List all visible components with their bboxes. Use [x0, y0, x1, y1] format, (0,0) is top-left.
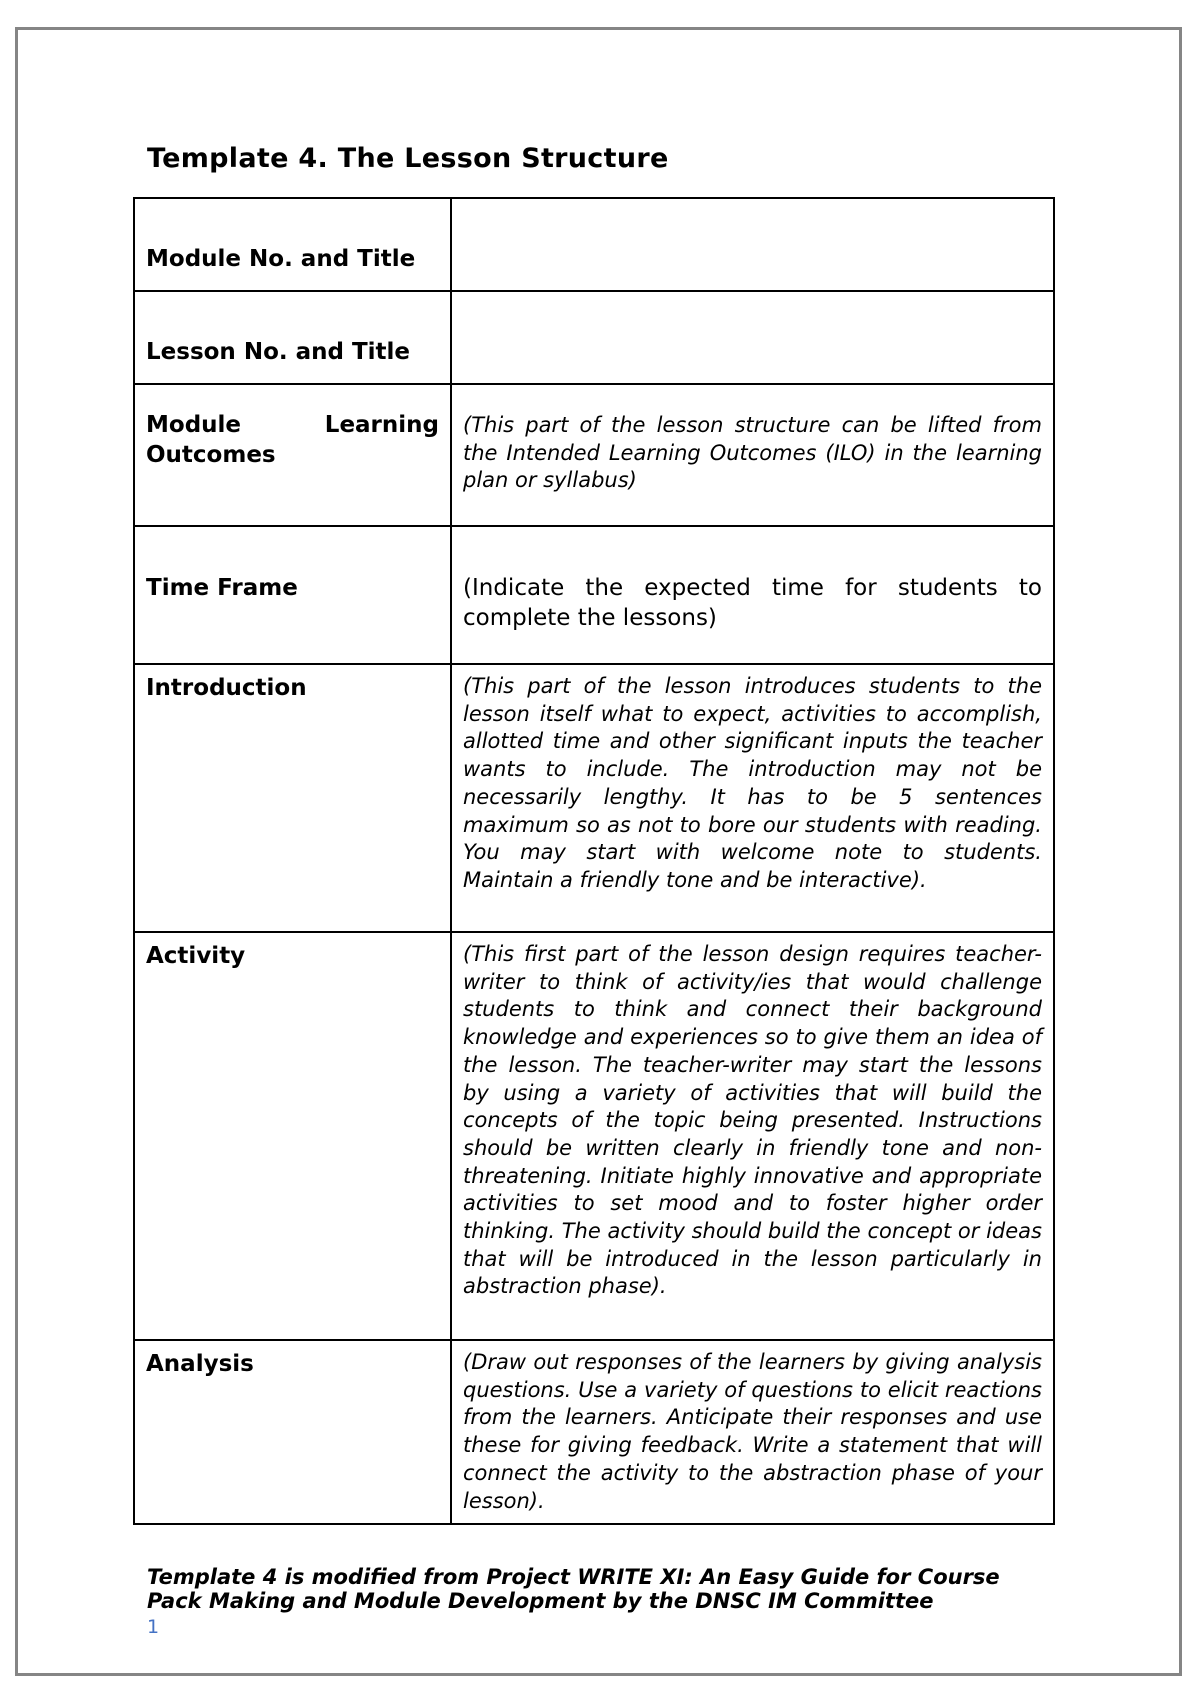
row-label-time-frame: Time Frame	[134, 526, 451, 664]
table-row-module	[134, 198, 1054, 291]
table-row-activity	[134, 932, 1054, 1340]
row-label-activity: Activity	[134, 932, 451, 1340]
table-row-lesson	[134, 291, 1054, 384]
row-content-module	[451, 198, 1054, 291]
row-label-module: Module No. and Title	[134, 198, 451, 291]
table-row-time-frame	[134, 526, 1054, 664]
footer-note: Template 4 is modified from Project WRITE XI: An Easy Guide for Course Pack Making and Module Development by the DNSC IM Committee	[147, 1565, 1000, 1613]
row-label-learning-outcomes: Module Learning Outcomes	[134, 384, 451, 526]
row-content-analysis: (Draw out responses of the learners by giving analysis questions. Use a variety of questions to elicit reactions from the learners. Anticipate their responses and use these for giving feedback. Write a statement that will connect the activity to the abstraction phase of your lesson).	[451, 1340, 1054, 1524]
document-title: Template 4. The Lesson Structure	[147, 143, 669, 174]
lesson-structure-table	[133, 197, 1055, 1525]
row-content-introduction: (This part of the lesson introduces students to the lesson itself what to expect, activities to accomplish, allotted time and other significant inputs the teacher wants to include. The introduction may not be necessarily lengthy. It has to be 5 sentences maximum so as not to bore our students with reading. You may start with welcome note to students. Maintain a friendly tone and be interactive).	[451, 664, 1054, 932]
row-content-time-frame: (Indicate the expected time for students to complete the lessons)	[451, 526, 1054, 664]
table-row-analysis	[134, 1340, 1054, 1524]
row-label-introduction: Introduction	[134, 664, 451, 932]
row-label-analysis: Analysis	[134, 1340, 451, 1524]
row-content-learning-outcomes: (This part of the lesson structure can be lifted from the Intended Learning Outcomes (ILO) in the learning plan or syllabus)	[451, 384, 1054, 526]
row-content-lesson	[451, 291, 1054, 384]
page-number: 1	[147, 1616, 160, 1638]
row-label-lesson: Lesson No. and Title	[134, 291, 451, 384]
row-content-activity: (This first part of the lesson design requires teacher-writer to think of activity/ies that would challenge students to think and connect their background knowledge and experiences so to give them an idea of the lesson. The teacher-writer may start the lessons by using a variety of activities that will build the concepts of the topic being presented. Instructions should be written clearly in friendly tone and non-threatening. Initiate highly innovative and appropriate activities to set mood and to foster higher order thinking. The activity should build the concept or ideas that will be introduced in the lesson particularly in abstraction phase).	[451, 932, 1054, 1340]
table-row-learning-outcomes	[134, 384, 1054, 526]
table-row-introduction	[134, 664, 1054, 932]
